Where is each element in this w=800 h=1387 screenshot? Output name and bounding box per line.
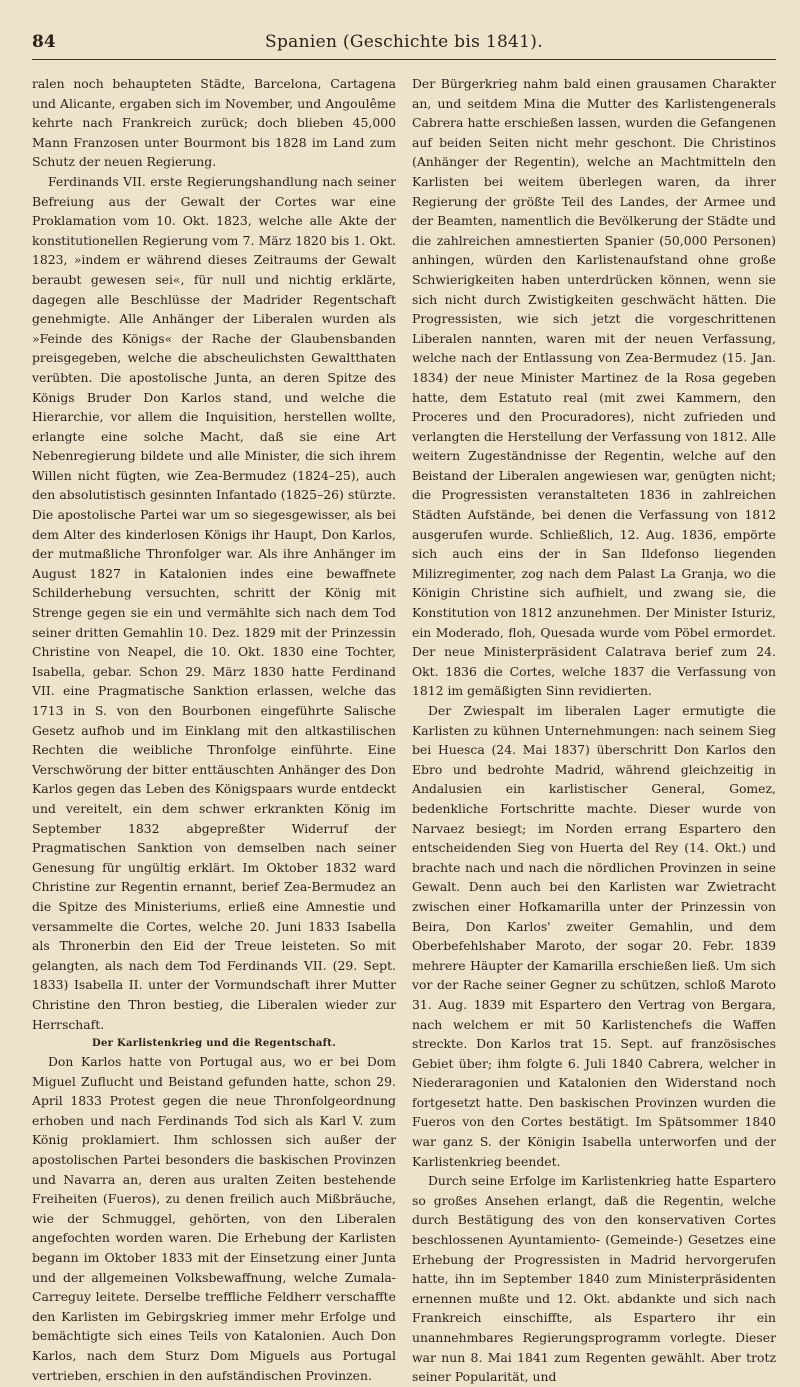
paragraph: Don Karlos hatte von Portugal aus, wo er bei Dom Miguel Zuflucht und Beistand gefunden hatte, schon 29. April 1833 Protest gegen die neue Thronfolgeordnung erhoben und nach Ferdinands Tod sich als Karl V. zum König proklamiert. Ihm schlossen sich außer der apostolischen Partei besonders die baskischen Provinzen und Navarra an, deren aus uralten Zeiten bestehende Freiheiten (Fueros), zu denen freilich auch Mißbräuche, wie der Schmuggel, gehörten, von den Liberalen angefochten worden waren. Die Erhebung der Karlisten begann im Oktober 1833 mit der Einsetzung einer Junta und der allgemeinen Volksbewaffnung, welche Zumala-Carreguy leitete. Derselbe treffliche Feldherr verschaffte den Karlisten im Gebirgskrieg immer mehr Erfolge und bemächtigte sich eines Teils von Katalonien. Auch Don Karlos, nach dem Sturz Dom Miguels aus Portugal vertrieben, erschien in den aufständischen Provinzen. <box>32 1054 396 1383</box>
right-column <box>412 74 776 1387</box>
section-heading: Der Karlistenkrieg und die Regentschaft. <box>92 1038 336 1050</box>
text-columns <box>32 74 776 1387</box>
paragraph: Durch seine Erfolge im Karlistenkrieg hatte Espartero so großes Ansehen erlangt, daß die Regentin, welche durch Bestätigung des von den konservativen Cortes beschlossenen Ayuntamiento- (Gemeinde-) Gesetzes eine Erhebung der Progressisten in Madrid hervorgerufen hatte, ihn im September 1840 zum Ministerpräsidenten ernennen mußte und 12. Okt. abdankte und sich nach Frankreich einschiffte, als Espartero ihr ein unannehmbares Regierungsprogramm vorlegte. Dieser war nun 8. Mai 1841 zum Regenten gewählt. Aber trotz seiner Popularität, und <box>412 1173 776 1385</box>
header-rule <box>32 59 776 60</box>
left-column <box>32 74 396 1387</box>
page-header <box>32 30 776 60</box>
paragraph: Ferdinands VII. erste Regierungshandlung nach seiner Befreiung aus der Gewalt der Cortes war eine Proklamation vom 10. Okt. 1823, welche alle Akte der konstitutionellen Regierung vom 7. März 1820 bis 1. Okt. 1823, »indem er während dieses Zeitraums der Gewalt beraubt gewesen sei«, für null und nichtig erklärte, dagegen alle Beschlüsse der Madrider Regentschaft genehmigte. Alle Anhänger der Liberalen wurden als »Feinde des Königs« der Rache der Glaubensbanden preisgegeben, welche die abscheulichsten Gewaltthaten verübten. Die apostolische Junta, an deren Spitze des Königs Bruder Don Karlos stand, und welche die Hierarchie, vor allem die Inquisition, herstellen wollte, erlangte eine solche Macht, daß sie eine Art Nebenregierung bildete und alle Minister, die sich ihrem Willen nicht fügten, wie Zea-Bermudez (1824–25), auch den absolutistisch gesinnten Infantado (1825–26) stürzte. Die apostolische Partei war um so siegesgewisser, als bei dem Alter des kinderlosen Königs ihr Haupt, Don Karlos, der mutmaßliche Thronfolger war. Als ihre Anhänger im August 1827 in Katalonien indes eine bewaffnete Schilderhebung versuchten, schritt der König mit Strenge gegen sie ein und vermählte sich nach dem Tod seiner dritten Gemahlin 10. Dez. 1829 mit der Prinzessin Christine von Neapel, die 10. Okt. 1830 eine Tochter, Isabella, gebar. Schon 29. März 1830 hatte Ferdinand VII. eine Pragmatische Sanktion erlassen, welche das 1713 in S. von den Bourbonen eingeführte Salische Gesetz aufhob und im Einklang mit den altkastilischen Rechten die weibliche Thronfolge einführte. Eine Verschwörung der bitter enttäuschten Anhänger des Don Karlos gegen das Leben des Königspaars wurde entdeckt und vereitelt, ein dem schwer erkrankten König im September 1832 abgepreßter Widerruf der Pragmatischen Sanktion von demselben nach seiner Genesung für ungültig erklärt. Im Oktober 1832 ward Christine zur Regentin ernannt, berief Zea-Bermudez an die Spitze des Ministeriums, erließ eine Amnestie und versammelte die Cortes, welche 20. Juni 1833 Isabella als Thronerbin den Eid der Treue leisteten. So mit gelangten, als nach dem Tod Ferdinands VII. (29. Sept. 1833) Isabella II. unter der Vormundschaft ihrer Mutter Christine den Thron bestieg, die Liberalen wieder zur Herrschaft. <box>32 173 396 1032</box>
running-title: Spanien (Geschichte bis 1841). <box>265 32 543 52</box>
paragraph: Der Zwiespalt im liberalen Lager ermutigte die Karlisten zu kühnen Unternehmungen: nach seinem Sieg bei Huesca (24. Mai 1837) überschritt Don Karlos den Ebro und bedrohte Madrid, während gleichzeitig in Andalusien ein karlistischer General, Gomez, bedenkliche Fortschritte machte. Dieser wurde von Narvaez besiegt; im Norden errang Espartero den entscheidenden Sieg von Huerta del Rey (14. Okt.) und brachte nach und nach die nördlichen Provinzen in seine Gewalt. Denn auch bei den Karlisten war Zwietracht zwischen einer Hofkamarilla unter der Prinzessin von Beira, Don Karlos' zweiter Gemahlin, und dem Oberbefehlshaber Maroto, der sogar 20. Febr. 1839 mehrere Häupter der Kamarilla erschießen ließ. Um sich vor der Rache seiner Gegner zu schützen, schloß Maroto 31. Aug. 1839 mit Espartero den Vertrag von Bergara, nach welchem er mit 50 Karlistenchefs die Waffen streckte. Don Karlos trat 15. Sept. auf französisches Gebiet über; ihm folgte 6. Juli 1840 Cabrera, welcher in Niederaragonien und Katalonien den Widerstand noch fortgesetzt hatte. Den baskischen Provinzen wurden die Fueros von den Cortes bestätigt. Im Spätsommer 1840 war ganz S. der Königin Isabella unterworfen und der Karlistenkrieg beendet. <box>412 703 776 1169</box>
paragraph: ralen noch behaupteten Städte, Barcelona, Cartagena und Alicante, ergaben sich im November, und Angoulême kehrte nach Frankreich zurück; doch blieben 45,000 Mann Franzosen unter Bourmont bis 1828 im Land zum Schutz der neuen Regierung. <box>32 76 396 170</box>
page-number: 84 <box>32 32 56 52</box>
paragraph: Der Bürgerkrieg nahm bald einen grausamen Charakter an, und seitdem Mina die Mutter des Karlistengenerals Cabrera hatte erschießen lassen, wurden die Gefangenen auf beiden Seiten nicht mehr geschont. Die Christinos (Anhänger der Regentin), welche an Machtmitteln den Karlisten bei weitem überlegen waren, da ihrer Regierung der größte Teil des Landes, der Armee und der Beamten, namentlich die Bevölkerung der Städte und die zahlreichen amnestierten Spanier (50,000 Personen) anhingen, würden den Karlistenaufstand ohne große Schwierigkeiten haben unterdrücken können, wenn sie sich nicht durch Zwistigkeiten geschwächt hätten. Die Progressisten, wie sich jetzt die vorgeschrittenen Liberalen nannten, waren mit der neuen Verfassung, welche nach der Entlassung von Zea-Bermudez (15. Jan. 1834) der neue Minister Martinez de la Rosa gegeben hatte, dem Estatuto real (mit zwei Kammern, den Proceres und den Procuradores), nicht zufrieden und verlangten die Herstellung der Verfassung von 1812. Alle weitern Zugeständnisse der Regentin, welche auf den Beistand der Liberalen angewiesen war, genügten nicht; die Progressisten veranstalteten 1836 in zahlreichen Städten Aufstände, bei denen die Verfassung von 1812 ausgerufen wurde. Schließlich, 12. Aug. 1836, empörte sich auch eins der in San Ildefonso liegenden Milizregimenter, zog nach dem Palast La Granja, wo die Königin Christine sich aufhielt, und zwang sie, die Konstitution von 1812 anzunehmen. Der Minister Isturiz, ein Moderado, floh, Quesada wurde vom Pöbel ermordet. Der neue Ministerpräsident Calatrava berief zum 24. Okt. 1836 die Cortes, welche 1837 die Verfassung von 1812 im gemäßigten Sinn revidierten. <box>412 76 776 699</box>
